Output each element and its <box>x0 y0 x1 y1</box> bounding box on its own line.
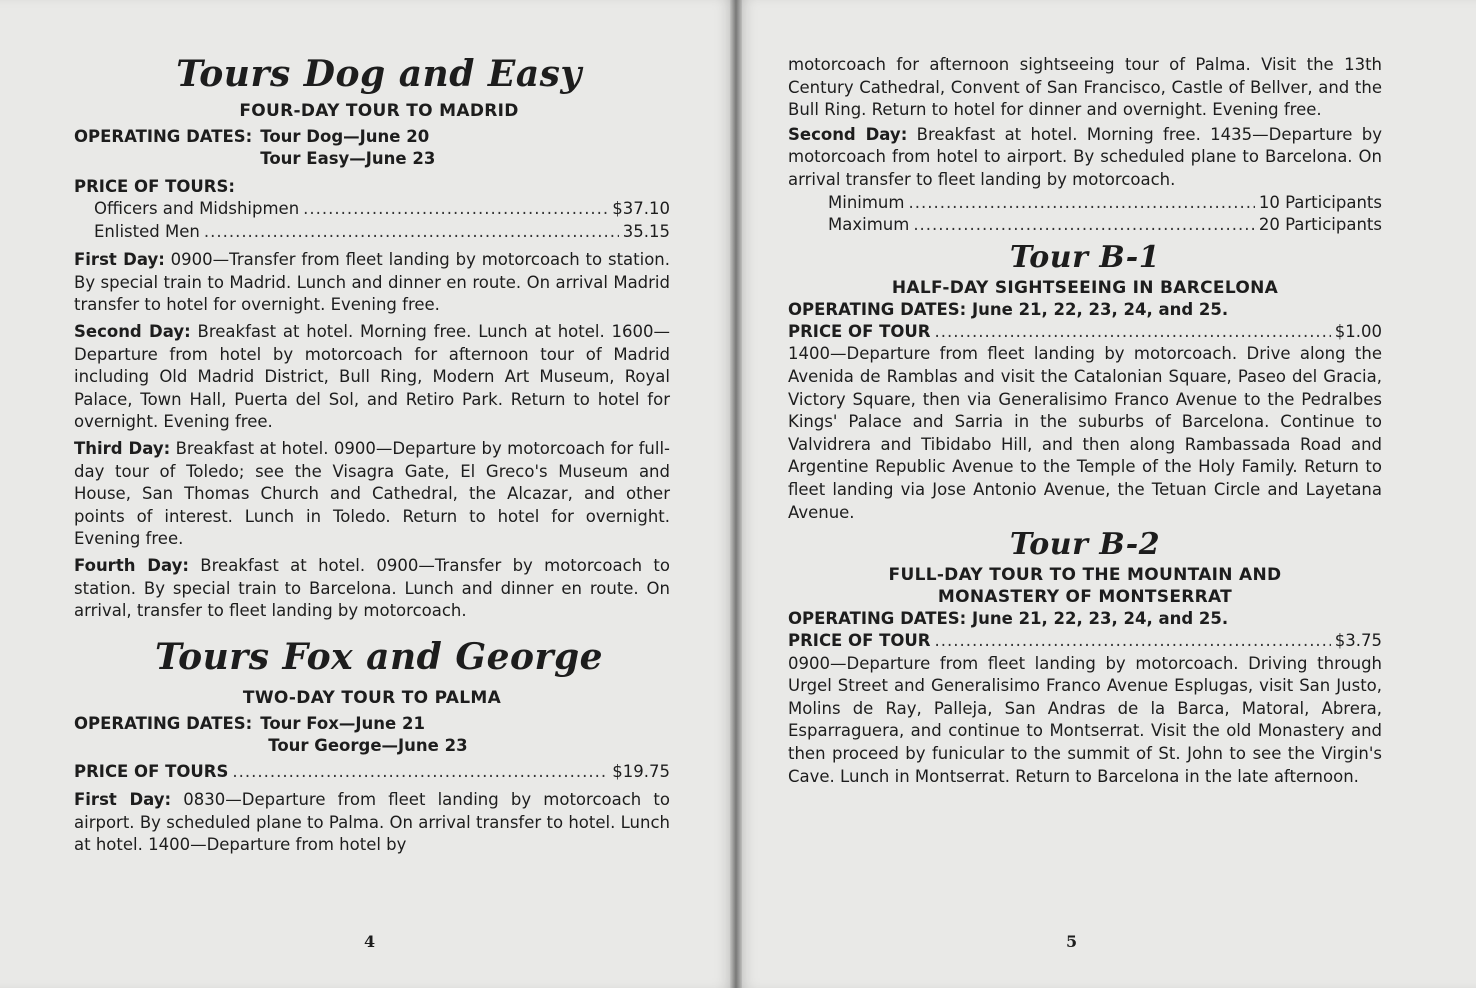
day-paragraph <box>74 438 670 551</box>
price-row <box>788 321 1382 344</box>
section-heading: FULL-DAY TOUR TO THE MOUNTAIN AND <box>888 565 1282 586</box>
book-gutter <box>730 0 742 988</box>
section-title: Tour B-2 <box>1009 527 1161 563</box>
day-label: Second Day: <box>74 321 191 341</box>
participants-value: 10 Participants <box>1258 192 1382 212</box>
price-label: PRICE OF TOUR <box>788 321 931 341</box>
price-row <box>74 221 670 244</box>
page-number: 4 <box>364 932 376 951</box>
day-text: 0830—Departure from fleet landing by motorcoach to airport. By scheduled plane to Palma. On arrival transfer to hotel. Lunch at hotel. 1400—Departure from hotel by <box>74 790 670 855</box>
section-title: Tours Dog and Easy <box>176 53 582 95</box>
price-row-label: Officers and Midshipmen <box>94 199 300 218</box>
day-paragraph <box>74 321 670 434</box>
operating-dates <box>74 713 670 757</box>
operating-date: Tour Dog—June 20 <box>260 127 430 146</box>
page-number: 5 <box>1066 932 1078 951</box>
operating-dates-values <box>260 126 435 170</box>
dot-leader <box>303 198 608 221</box>
operating-date: Tour Fox—June 21 <box>260 713 425 733</box>
operating-dates-label: OPERATING DATES: <box>74 713 253 733</box>
day-paragraph <box>788 124 1382 192</box>
participants-label: Maximum <box>828 215 910 235</box>
operating-date: Tour George—June 23 <box>268 735 468 755</box>
dot-leader <box>204 221 619 244</box>
price-row <box>74 198 670 221</box>
operating-dates <box>74 126 670 170</box>
day-paragraph <box>74 249 670 317</box>
day-paragraph <box>74 789 670 857</box>
price-label: PRICE OF TOUR <box>788 631 931 651</box>
operating-dates: OPERATING DATES: June 21, 22, 23, 24, and 25. <box>788 609 1229 629</box>
section-heading: HALF-DAY SIGHTSEEING IN BARCELONA <box>891 277 1279 298</box>
day-text: 0900—Transfer from fleet landing by motorcoach to station. By special train to Madrid. Lunch and dinner en route. On arrival Madrid transfer to hotel for overnight. Evening free. <box>74 250 670 315</box>
operating-dates-values <box>260 713 467 757</box>
day-label: Second Day: <box>788 124 908 144</box>
section-heading: MONASTERY OF MONTSERRAT <box>937 587 1233 608</box>
dot-leader <box>935 321 1331 344</box>
participants-row <box>788 192 1382 215</box>
section-heading: TWO-DAY TOUR TO PALMA <box>242 687 502 708</box>
dot-leader <box>232 761 608 784</box>
day-label: First Day: <box>74 790 172 810</box>
price-row-label: Enlisted Men <box>94 221 200 241</box>
right-page-content <box>788 54 1382 788</box>
day-text: Breakfast at hotel. Morning free. 1435—Departure by motorcoach from hotel to airport. By scheduled plane to Barcelona. On arrival transfer to fleet landing by motorcoach. <box>788 124 1383 189</box>
price-row-value: $37.10 <box>612 199 670 218</box>
day-text: Breakfast at hotel. 0900—Transfer by motorcoach to station. By special train to Barcelona. Lunch and dinner en route. On arrival, transfer to fleet landing by motorcoach. <box>74 555 670 621</box>
left-page-content <box>74 52 670 857</box>
tour-description: 1400—Departure from fleet landing by motorcoach. Drive along the Avenida de Ramblas and visit the Catalonian Square, Paseo del Gracia, Victory Square, then via Generalisimo Franco Avenue to the Pedralbes Kings' Palace and Sarria in the suburbs of Barcelona. Continue to Valvidrera and Tibidabo Hill, and then along Rambassada Road and Argentine Republic Avenue to the Temple of the Holy Family. Return to fleet landing via Jose Antonio Avenue, the Tetuan Circle and Layetana Avenue. <box>788 344 1382 522</box>
section-heading: FOUR-DAY TOUR TO MADRID <box>239 101 519 121</box>
operating-dates: OPERATING DATES: June 21, 22, 23, 24, and 25. <box>788 299 1229 319</box>
price-row-value: 35.15 <box>622 221 670 241</box>
price-label: PRICE OF TOURS: <box>74 177 235 196</box>
operating-dates-label: OPERATING DATES: <box>74 127 253 146</box>
operating-date: Tour Easy—June 23 <box>260 149 436 168</box>
price-label: PRICE OF TOURS <box>74 761 229 781</box>
continuation-paragraph: motorcoach for afternoon sightseeing tour of Palma. Visit the 13th Century Cathedral, Convent of San Francisco, Castle of Bellver, and the Bull Ring. Return to hotel for dinner and overnight. Evening free. <box>788 55 1382 120</box>
price-row <box>788 630 1382 653</box>
dot-leader <box>908 192 1254 215</box>
section-title: Tour B-1 <box>1009 239 1161 275</box>
day-label: Fourth Day: <box>74 555 189 575</box>
participants-label: Minimum <box>828 192 905 212</box>
participants-value: 20 Participants <box>1258 215 1382 235</box>
price-value: $1.00 <box>1334 321 1382 341</box>
right-page <box>736 0 1476 988</box>
section-title: Tours Fox and George <box>154 635 604 678</box>
tour-description: 0900—Departure from fleet landing by motorcoach. Driving through Urgel Street and Generalisimo Franco Avenue Esplugas, visit San Justo, Molins de Ray, Palleja, San Andras de la Barca, Matoral, Abrera, Esparraguera, and continue to Montserrat. Visit the old Monastery and then proceed by funicular to the summit of St. John to see the Virgin's Cave. Lunch in Montserrat. Return to Barcelona in the late afternoon. <box>788 653 1382 786</box>
day-paragraph <box>74 555 670 623</box>
dot-leader <box>935 630 1331 653</box>
day-text: Breakfast at hotel. Morning free. Lunch at hotel. 1600—Departure from hotel by motorcoach for afternoon tour of Madrid including Old Madrid District, Bull Ring, Modern Art Museum, Royal Palace, Town Hall, Puerta del Sol, and Retiro Park. Return to hotel for overnight. Evening free. <box>74 321 671 432</box>
price-value: $19.75 <box>612 761 670 781</box>
dot-leader <box>913 214 1255 237</box>
day-text: Breakfast at hotel. 0900—Departure by motorcoach for full-day tour of Toledo; see the Visagra Gate, El Greco's Museum and House, San Thomas Church and Cathedral, the Alcazar, and other points of interest. Lunch in Toledo. Return to hotel for overnight. Evening free. <box>74 438 671 549</box>
price-value: $3.75 <box>1334 631 1382 651</box>
participants-row <box>788 214 1382 237</box>
day-label: Third Day: <box>74 438 171 458</box>
price-row <box>74 761 670 784</box>
day-label: First Day: <box>74 250 165 270</box>
left-page <box>0 0 736 988</box>
